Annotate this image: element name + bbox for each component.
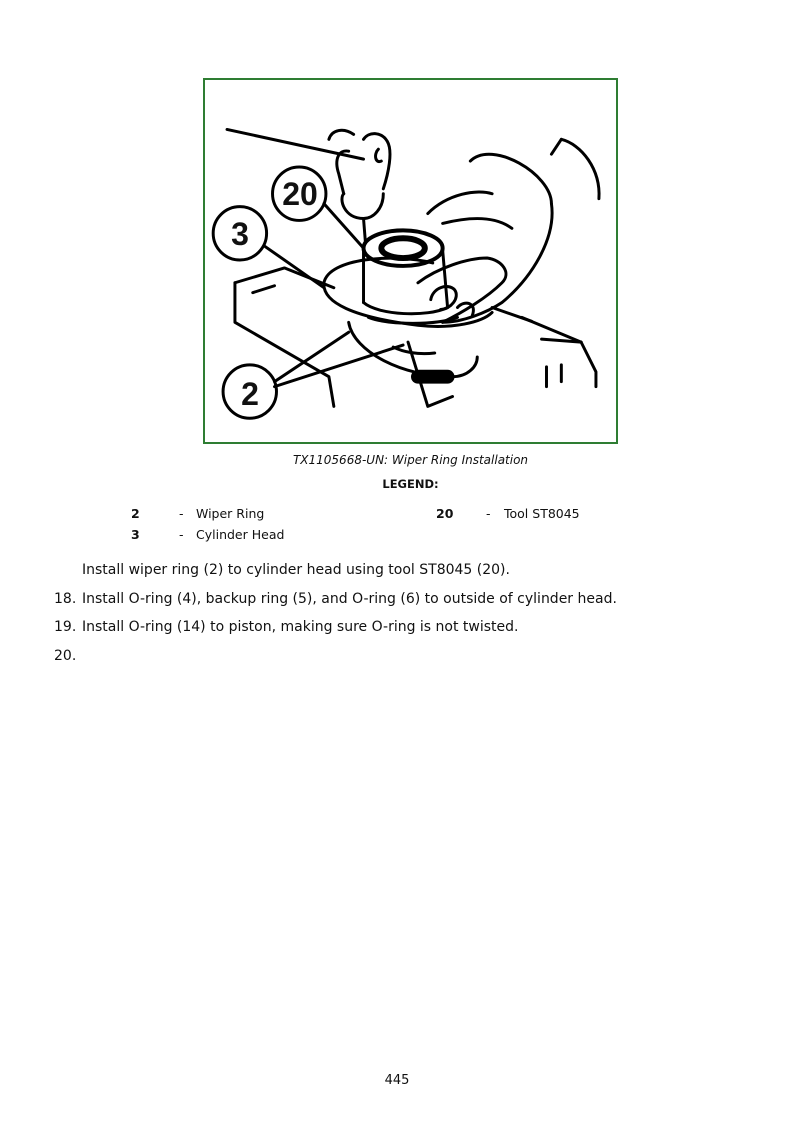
callout-label-20: 20 [282, 176, 318, 212]
step-text: Install O-ring (4), backup ring (5), and O-ring (6) to outside of cylinder head. [82, 591, 617, 607]
step-number: 19. [54, 619, 77, 635]
step-20 [54, 648, 754, 668]
legend-number: 2 [131, 506, 140, 521]
step-number: 20. [54, 648, 77, 664]
callout-label-3: 3 [231, 216, 249, 252]
legend-item-20 [436, 506, 636, 524]
legend-number: 20 [436, 506, 454, 521]
page-number: 445 [384, 1073, 410, 1088]
legend-number: 3 [131, 527, 140, 542]
step-17-continued [54, 562, 754, 582]
step-19 [54, 619, 754, 639]
step-number: 18. [54, 591, 77, 607]
callout-label-2: 2 [241, 376, 259, 412]
legend-label: Tool ST8045 [504, 506, 580, 521]
legend-label: Cylinder Head [196, 527, 285, 542]
step-text: Install O-ring (14) to piston, making sure O-ring is not twisted. [82, 619, 519, 635]
figure-frame [203, 78, 618, 444]
legend-label: Wiper Ring [196, 506, 265, 521]
legend-item-2 [131, 506, 431, 524]
step-18 [54, 591, 754, 611]
step-text: Install wiper ring (2) to cylinder head using tool ST8045 (20). [82, 562, 510, 578]
figure-caption: TX1105668-UN: Wiper Ring Installation [292, 453, 529, 467]
legend-title: LEGEND: [382, 477, 439, 491]
legend-dash: - [486, 506, 491, 521]
legend-dash: - [179, 527, 184, 542]
legend-item-3 [131, 527, 431, 545]
legend-dash: - [179, 506, 184, 521]
